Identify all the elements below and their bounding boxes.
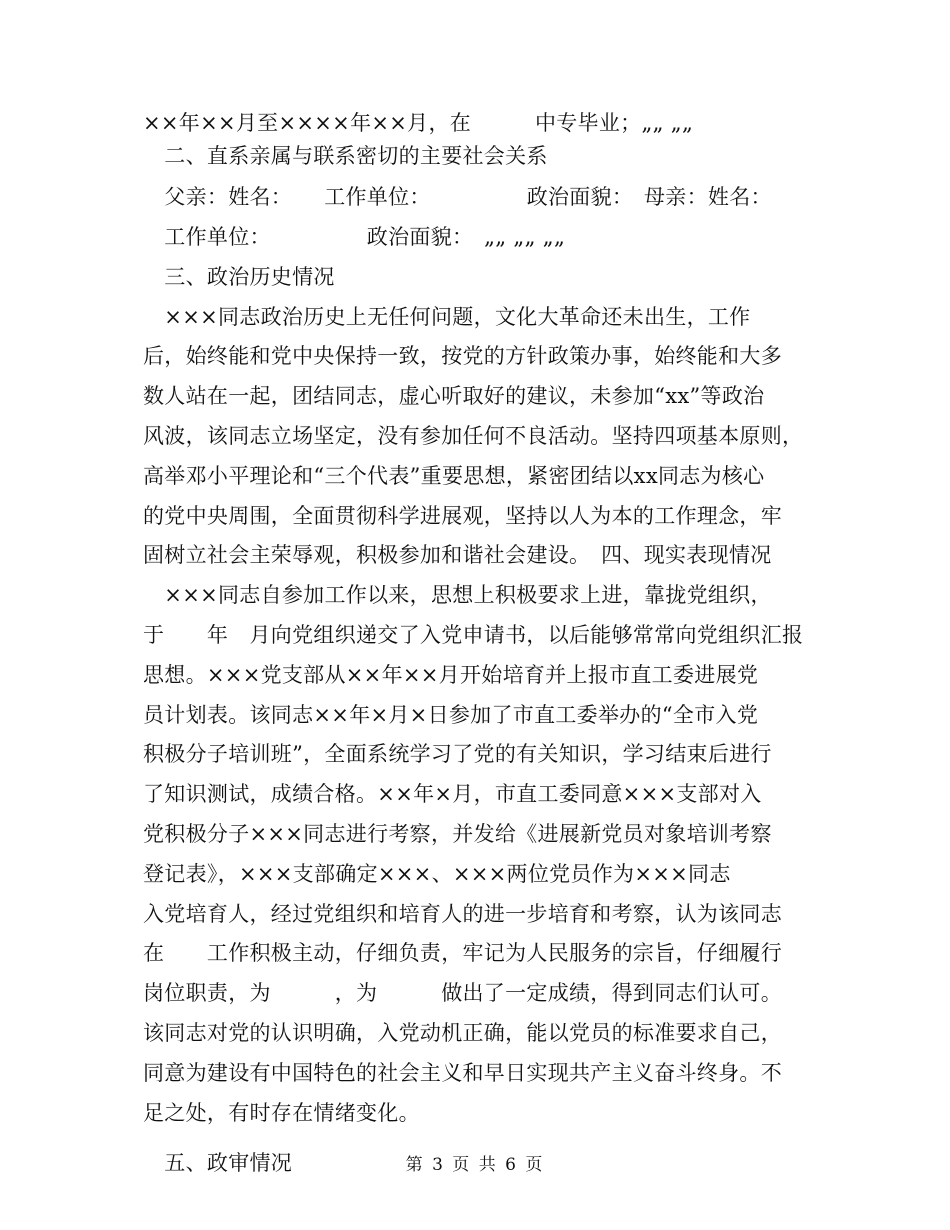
text-line: 高举邓小平理论和“三个代表”重要思想，紧密团结以xx同志为核心 xyxy=(143,464,765,488)
text-line: 同意为建设有中国特色的社会主义和早日实现共产主义奋斗终身。不 xyxy=(143,1061,782,1085)
text-line: 足之处，有时存在情绪变化。 xyxy=(143,1101,420,1125)
text-line: 固树立社会主荣辱观，积极参加和谐社会建设。 四、现实表现情况 xyxy=(143,543,772,567)
text-line: 数人站在一起，团结同志，虚心听取好的建议，未参加“xx”等政治 xyxy=(143,384,765,408)
text-line: ×××同志政治历史上无任何问题，文化大革命还未出生，工作 xyxy=(143,305,751,329)
text-line: 党积极分子×××同志进行考察，并发给《进展新党员对象培训考察 xyxy=(143,822,772,846)
text-line: 员计划表。该同志××年×月×日参加了市直工委举办的“全市入党 xyxy=(143,703,759,727)
text-line: 入党培育人，经过党组织和培育人的进一步培育和考察，认为该同志 xyxy=(143,902,782,926)
text-line: 积极分子培训班”，全面系统学习了党的有关知识，学习结束后进行 xyxy=(143,742,772,766)
text-line: 该同志对党的认识明确，入党动机正确，能以党员的标准要求自己， xyxy=(143,1021,782,1045)
text-line: 思想。×××党支部从××年××月开始培育并上报市直工委进展党 xyxy=(143,663,759,687)
text-line: 岗位职责，为 ，为 做出了一定成绩，得到同志们认可。 xyxy=(143,981,782,1005)
text-line: ×××同志自参加工作以来，思想上积极要求上进，靠拢党组织， xyxy=(143,583,772,607)
text-line: 工作单位： 政治面貌： „„ „„ „„ xyxy=(143,225,566,249)
text-line: 了知识测试，成绩合格。××年×月，市直工委同意×××支部对入 xyxy=(143,782,762,806)
text-line: 二、直系亲属与联系密切的主要社会关系 xyxy=(143,144,548,168)
text-line: ××年××月至××××年××月，在 中专毕业；„„ „„ xyxy=(143,111,694,135)
text-line: 于 年 月向党组织递交了入党申请书，以后能够常常向党组织汇报 xyxy=(143,623,804,647)
text-line: 三、政治历史情况 xyxy=(143,265,335,289)
text-line: 后，始终能和党中央保持一致，按党的方针政策办事，始终能和大多 xyxy=(143,344,782,368)
page-footer: 第 3 页 共 6 页 xyxy=(405,1155,545,1175)
text-line: 登记表》，×××支部确定×××、×××两位党员作为×××同志 xyxy=(143,862,731,886)
text-line: 风波，该同志立场坚定，没有参加任何不良活动。坚持四项基本原则， xyxy=(143,424,804,448)
text-line: 父亲：姓名： 工作单位： 政治面貌： 母亲：姓名： xyxy=(143,185,772,209)
text-line: 在 工作积极主动，仔细负责，牢记为人民服务的宗旨，仔细履行 xyxy=(143,941,782,965)
text-line: 的党中央周围，全面贯彻科学进展观，坚持以人为本的工作理念，牢 xyxy=(143,504,782,528)
text-line: 五、政审情况 xyxy=(143,1151,293,1175)
